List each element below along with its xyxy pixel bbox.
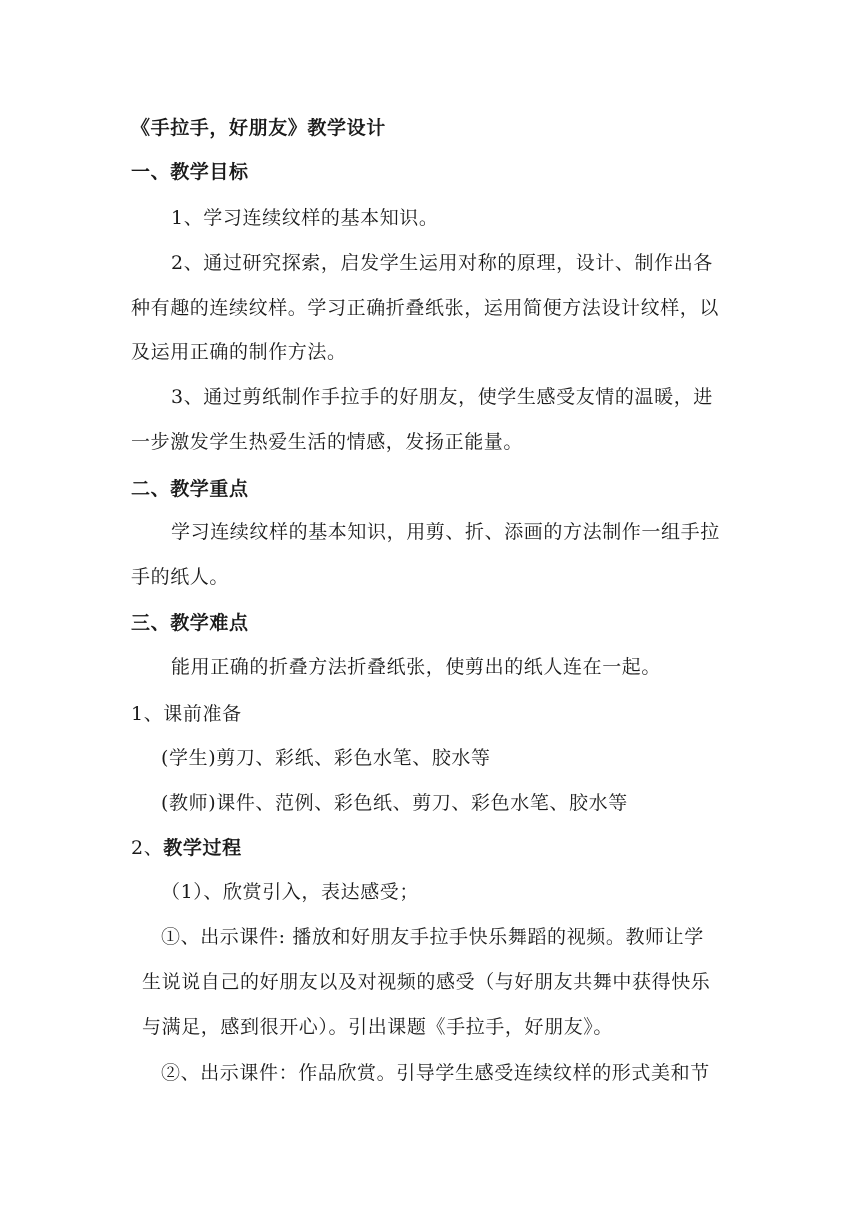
process-step-1a-line-2: 生说说自己的好朋友以及对视频的感受（与好朋友共舞中获得快乐 (142, 971, 711, 993)
document-title: 《手拉手，好朋友》教学设计 (131, 117, 386, 139)
section-heading-difficulties: 三、教学难点 (131, 612, 249, 634)
goal-item-1: 1、学习连续纹样的基本知识。 (171, 207, 439, 229)
goal-item-2-line-1: 2、通过研究探索，启发学生运用对称的原理，设计、制作出各 (171, 252, 713, 274)
prep-student: (学生)剪刀、彩纸、彩色水笔、胶水等 (161, 747, 491, 769)
process-heading-number: 2、 (131, 837, 164, 859)
process-step-1a-line-1: ①、出示课件: 播放和好朋友手拉手快乐舞蹈的视频。教师让学 (161, 926, 704, 948)
process-step-1: （1）、欣赏引入，表达感受； (161, 881, 419, 903)
difficulties-body: 能用正确的折叠方法折叠纸张，使剪出的纸人连在一起。 (171, 656, 662, 678)
goal-item-3-line-2: 一步激发学生热爱生活的情感，发扬正能量。 (131, 431, 524, 453)
process-heading (131, 836, 731, 860)
goal-item-2-line-3: 及运用正确的制作方法。 (131, 341, 347, 363)
goal-item-3-line-1: 3、通过剪纸制作手拉手的好朋友，使学生感受友情的温暖，进 (171, 386, 713, 408)
process-heading-text: 教学过程 (163, 837, 242, 859)
goal-item-2-line-2: 种有趣的连续纹样。学习正确折叠纸张，运用简便方法设计纹样，以 (131, 297, 720, 319)
section-heading-goals: 一、教学目标 (131, 161, 249, 183)
section-heading-key-points: 二、教学重点 (131, 478, 249, 500)
prep-heading: 1、课前准备 (131, 703, 242, 725)
process-step-1a-line-3: 与满足，感到很开心）。引出课题《手拉手，好朋友》。 (142, 1016, 614, 1038)
key-points-line-1: 学习连续纹样的基本知识，用剪、折、添画的方法制作一组手拉 (171, 521, 720, 543)
key-points-line-2: 手的纸人。 (131, 566, 230, 588)
prep-teacher: (教师)课件、范例、彩色纸、剪刀、彩色水笔、胶水等 (161, 792, 628, 814)
process-step-1b: ②、出示课件：作品欣赏。引导学生感受连续纹样的形式美和节 (161, 1062, 710, 1084)
